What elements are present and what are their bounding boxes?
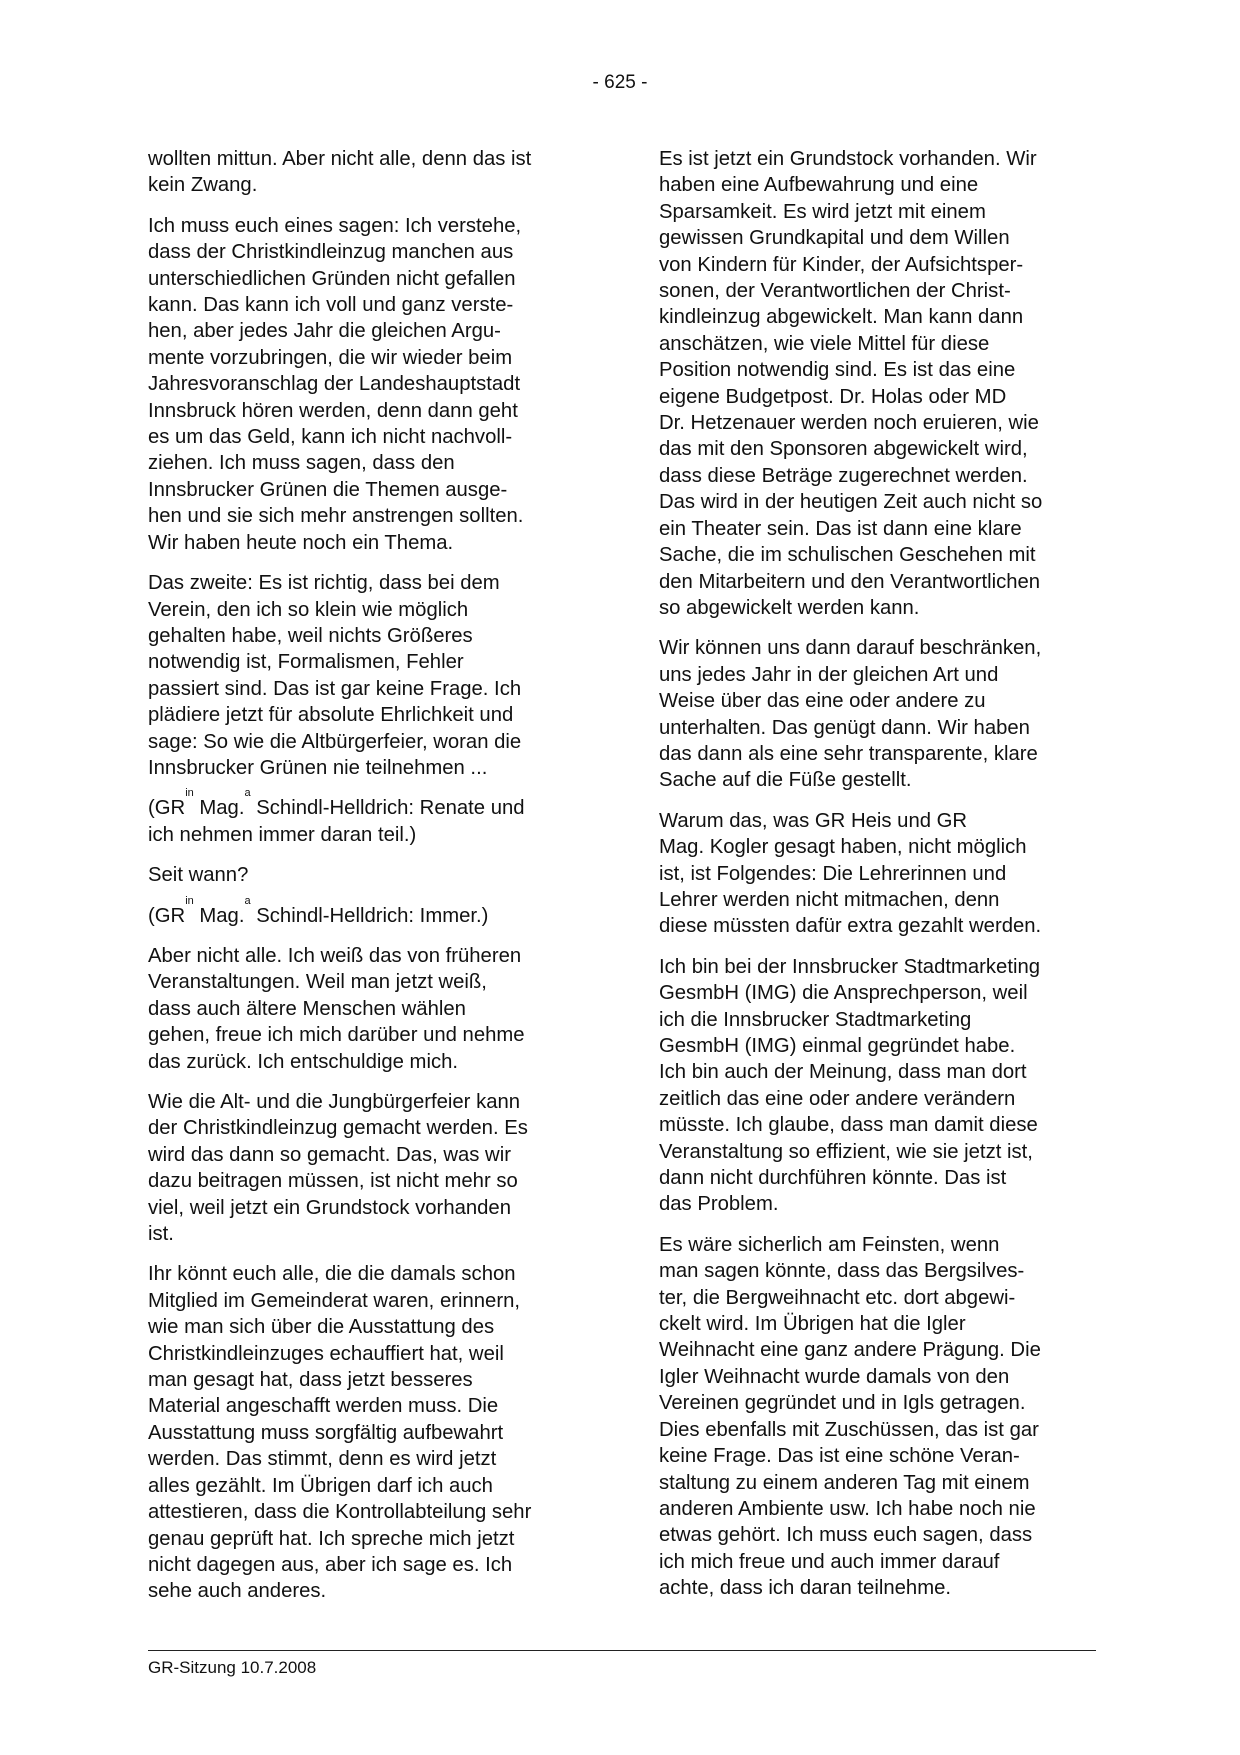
text-line: Innsbrucker Grünen nie teilnehmen ... (148, 756, 488, 779)
text-line: unterhalten. Das genügt dann. Wir haben (659, 716, 1030, 739)
text-line: Ich bin bei der Innsbrucker Stadtmarketing (659, 955, 1041, 978)
paragraph (659, 635, 1104, 793)
paragraph (659, 808, 1104, 940)
footer-session-label: GR-Sitzung 10.7.2008 (148, 1658, 317, 1677)
text-line: von Kindern für Kinder, der Aufsichtsper- (659, 253, 1024, 276)
text-line: das zurück. Ich entschuldige mich. (148, 1050, 459, 1073)
superscript: in (185, 787, 194, 800)
text-line: den Mitarbeitern und den Verantwortlichen (659, 570, 1041, 593)
superscript: in (185, 894, 194, 907)
text-line: sage: So wie die Altbürgerfeier, woran die (148, 730, 522, 753)
text-line: mente vorzubringen, die wir wieder beim (148, 346, 513, 369)
text-line: Das wird in der heutigen Zeit auch nicht so (659, 491, 1043, 514)
text-line: Seit wann? (148, 864, 249, 887)
text-line: Ausstattung muss sorgfältig aufbewahrt (148, 1421, 504, 1444)
text-line: ter, die Bergweihnacht etc. dort abgewi- (659, 1286, 1016, 1309)
text-line: viel, weil jetzt ein Grundstock vorhanden (148, 1196, 511, 1219)
text-line: dass auch ältere Menschen wählen (148, 997, 466, 1020)
text-line: genau geprüft hat. Ich spreche mich jetzt (148, 1527, 515, 1550)
text-line: Wie die Alt- und die Jungbürgerfeier kann (148, 1091, 521, 1113)
paragraph (148, 894, 593, 929)
text-line: Dr. Hetzenauer werden noch eruieren, wie (659, 412, 1039, 435)
text-line: Verein, den ich so klein wie möglich (148, 598, 469, 621)
text-line: keine Frage. Das ist eine schöne Veran- (659, 1445, 1020, 1468)
text-line: dass diese Beträge zugerechnet werden. (659, 464, 1028, 487)
text-line: das Problem. (659, 1193, 779, 1216)
text-line: Innsbruck hören werden, denn dann geht (148, 399, 518, 422)
text-line: Christkindleinzuges echauffiert hat, weil (148, 1342, 504, 1365)
text-line: Das zweite: Es ist richtig, dass bei dem (148, 572, 500, 595)
right-column (659, 146, 1104, 1616)
superscript: a (244, 787, 251, 800)
paragraph (659, 1232, 1104, 1602)
text-line: sehe auch anderes. (148, 1580, 327, 1603)
text-line: gehalten habe, weil nichts Größeres (148, 624, 473, 647)
text-line: Sache auf die Füße gestellt. (659, 769, 912, 792)
text-line: Jahresvoranschlag der Landeshauptstadt (148, 373, 521, 396)
text-line: Aber nicht alle. Ich weiß das von früheren (148, 944, 522, 967)
text-line: ist. (148, 1223, 174, 1246)
text-line: etwas gehört. Ich muss euch sagen, dass (659, 1524, 1033, 1547)
paragraph (148, 146, 593, 199)
text-line: Mag. Kogler gesagt haben, nicht möglich (659, 836, 1027, 859)
text-line: kindleinzug abgewickelt. Man kann dann (659, 306, 1024, 329)
text-line: Wir haben heute noch ein Thema. (148, 531, 454, 554)
text-line: Weise über das eine oder andere zu (659, 690, 986, 713)
text-line: ich nehmen immer daran teil.) (148, 823, 417, 846)
text-line: anderen Ambiente usw. Ich habe noch nie (659, 1497, 1036, 1520)
text-line: so abgewickelt werden kann. (659, 596, 920, 619)
text-line: attestieren, dass die Kontrollabteilung sehr (148, 1501, 532, 1524)
text-line: eigene Budgetpost. Dr. Holas oder MD (659, 385, 1007, 408)
text-line: GesmbH (IMG) einmal gegründet habe. (659, 1035, 1016, 1057)
text-line: Vereinen gegründet und in Igls getragen. (659, 1392, 1026, 1415)
text-line: Wir können uns dann darauf beschränken, (659, 637, 1042, 660)
superscript: a (244, 894, 251, 907)
text-line: Position notwendig sind. Es ist das eine (659, 359, 1016, 382)
text-line: hen und sie sich mehr anstrengen sollten. (148, 505, 524, 528)
paragraph (148, 1089, 593, 1247)
paragraph (148, 1261, 593, 1604)
text-line: Sache, die im schulischen Geschehen mit (659, 544, 1036, 567)
text-line: dazu beitragen müssen, ist nicht mehr so (148, 1170, 518, 1193)
text-line: ckelt wird. Im Übrigen hat die Igler (659, 1313, 966, 1336)
text-line: gehen, freue ich mich darüber und nehme (148, 1024, 525, 1047)
text-line: das mit den Sponsoren abgewickelt wird, (659, 438, 1028, 461)
text-line: notwendig ist, Formalismen, Fehler (148, 651, 464, 674)
paragraph (659, 954, 1104, 1218)
text-line: werden. Das stimmt, denn es wird jetzt (148, 1448, 497, 1471)
text-line: alles gezählt. Im Übrigen darf ich auch (148, 1474, 493, 1497)
paragraph (148, 862, 593, 888)
text-line: kann. Das kann ich voll und ganz verste- (148, 294, 514, 317)
text-line: dann nicht durchführen könnte. Das ist (659, 1167, 1007, 1190)
text-line: Warum das, was GR Heis und GR (659, 809, 968, 832)
text-line: GesmbH (IMG) die Ansprechperson, weil (659, 982, 1028, 1005)
text-line: Ich muss euch eines sagen: Ich verstehe, (148, 214, 522, 237)
text-line: Sparsamkeit. Es wird jetzt mit einem (659, 200, 986, 223)
text-line: passiert sind. Das ist gar keine Frage. Ich (148, 677, 522, 700)
text-line: Lehrer werden nicht mitmachen, denn (659, 888, 1000, 911)
text-line: achte, dass ich daran teilnehme. (659, 1577, 951, 1600)
text-line: gewissen Grundkapital und dem Willen (659, 227, 1010, 250)
text-line: haben eine Aufbewahrung und eine (659, 174, 979, 197)
text-line: Veranstaltung so effizient, wie sie jetzt ist, (659, 1140, 1033, 1163)
text-line: dass der Christkindleinzug manchen aus (148, 241, 514, 264)
text-line: ($GR^{in}$ Mag.$^a$ Schindl-Helldrich: Immer.) (148, 894, 489, 927)
text-line: wird das dann so gemacht. Das, was wir (148, 1143, 511, 1166)
text-line: müsste. Ich glaube, dass man damit diese (659, 1114, 1038, 1137)
text-line: anschätzen, wie viele Mittel für diese (659, 332, 990, 355)
footer-divider (148, 1650, 1096, 1651)
left-column (148, 146, 593, 1619)
text-line: man sagen könnte, dass das Bergsilves- (659, 1260, 1025, 1283)
page-number: - 625 - (592, 72, 648, 93)
paragraph (148, 213, 593, 556)
text-line: ein Theater sein. Das ist dann eine klare (659, 517, 1022, 540)
text-line: diese müssten dafür extra gezahlt werden. (659, 915, 1042, 938)
paragraph (148, 570, 593, 781)
text-line: Es wäre sicherlich am Feinsten, wenn (659, 1233, 1000, 1256)
text-line: wollten mittun. Aber nicht alle, denn das ist (148, 148, 532, 170)
text-line: unterschiedlichen Gründen nicht gefallen (148, 267, 516, 290)
text-line: Veranstaltungen. Weil man jetzt weiß, (148, 971, 487, 994)
text-line: man gesagt hat, dass jetzt besseres (148, 1369, 473, 1392)
text-line: Weihnacht eine ganz andere Prägung. Die (659, 1339, 1041, 1362)
text-line: das dann als eine sehr transparente, klare (659, 742, 1038, 765)
text-line: sonen, der Verantwortlichen der Christ- (659, 280, 1011, 303)
text-line: hen, aber jedes Jahr die gleichen Argu- (148, 320, 501, 343)
paragraph (148, 787, 593, 848)
text-line: Es ist jetzt ein Grundstock vorhanden. Wir (659, 148, 1037, 170)
text-line: staltung zu einem anderen Tag mit einem (659, 1471, 1030, 1494)
paragraph (659, 146, 1104, 621)
text-line: Ich bin auch der Meinung, dass man dort (659, 1061, 1027, 1084)
text-line: Dies ebenfalls mit Zuschüssen, das ist gar (659, 1418, 1039, 1441)
text-line: es um das Geld, kann ich nicht nachvoll- (148, 426, 513, 449)
text-line: ziehen. Ich muss sagen, dass den (148, 452, 455, 475)
text-line: Material angeschafft werden muss. Die (148, 1395, 499, 1418)
text-line: nicht dagegen aus, aber ich sage es. Ich (148, 1553, 513, 1576)
text-line: der Christkindleinzug gemacht werden. Es (148, 1117, 528, 1140)
text-line: Mitglied im Gemeinderat waren, erinnern, (148, 1289, 520, 1312)
text-line: ich mich freue und auch immer darauf (659, 1550, 1000, 1573)
text-line: kein Zwang. (148, 174, 258, 197)
text-line: Ihr könnt euch alle, die die damals schon (148, 1263, 516, 1286)
text-line: ($GR^{in}$ Mag.$^a$ Schindl-Helldrich: Renate und (148, 787, 525, 820)
text-line: Innsbrucker Grünen die Themen ausge- (148, 478, 508, 501)
text-line: ist, ist Folgendes: Die Lehrerinnen und (659, 862, 1007, 885)
paragraph (148, 943, 593, 1075)
text-line: ich die Innsbrucker Stadtmarketing (659, 1008, 972, 1031)
text-line: Igler Weihnacht wurde damals von den (659, 1365, 1010, 1388)
text-line: plädiere jetzt für absolute Ehrlichkeit und (148, 704, 514, 727)
text-line: zeitlich das eine oder andere verändern (659, 1087, 1016, 1110)
text-line: wie man sich über die Ausstattung des (148, 1316, 495, 1339)
text-line: uns jedes Jahr in der gleichen Art und (659, 663, 999, 686)
